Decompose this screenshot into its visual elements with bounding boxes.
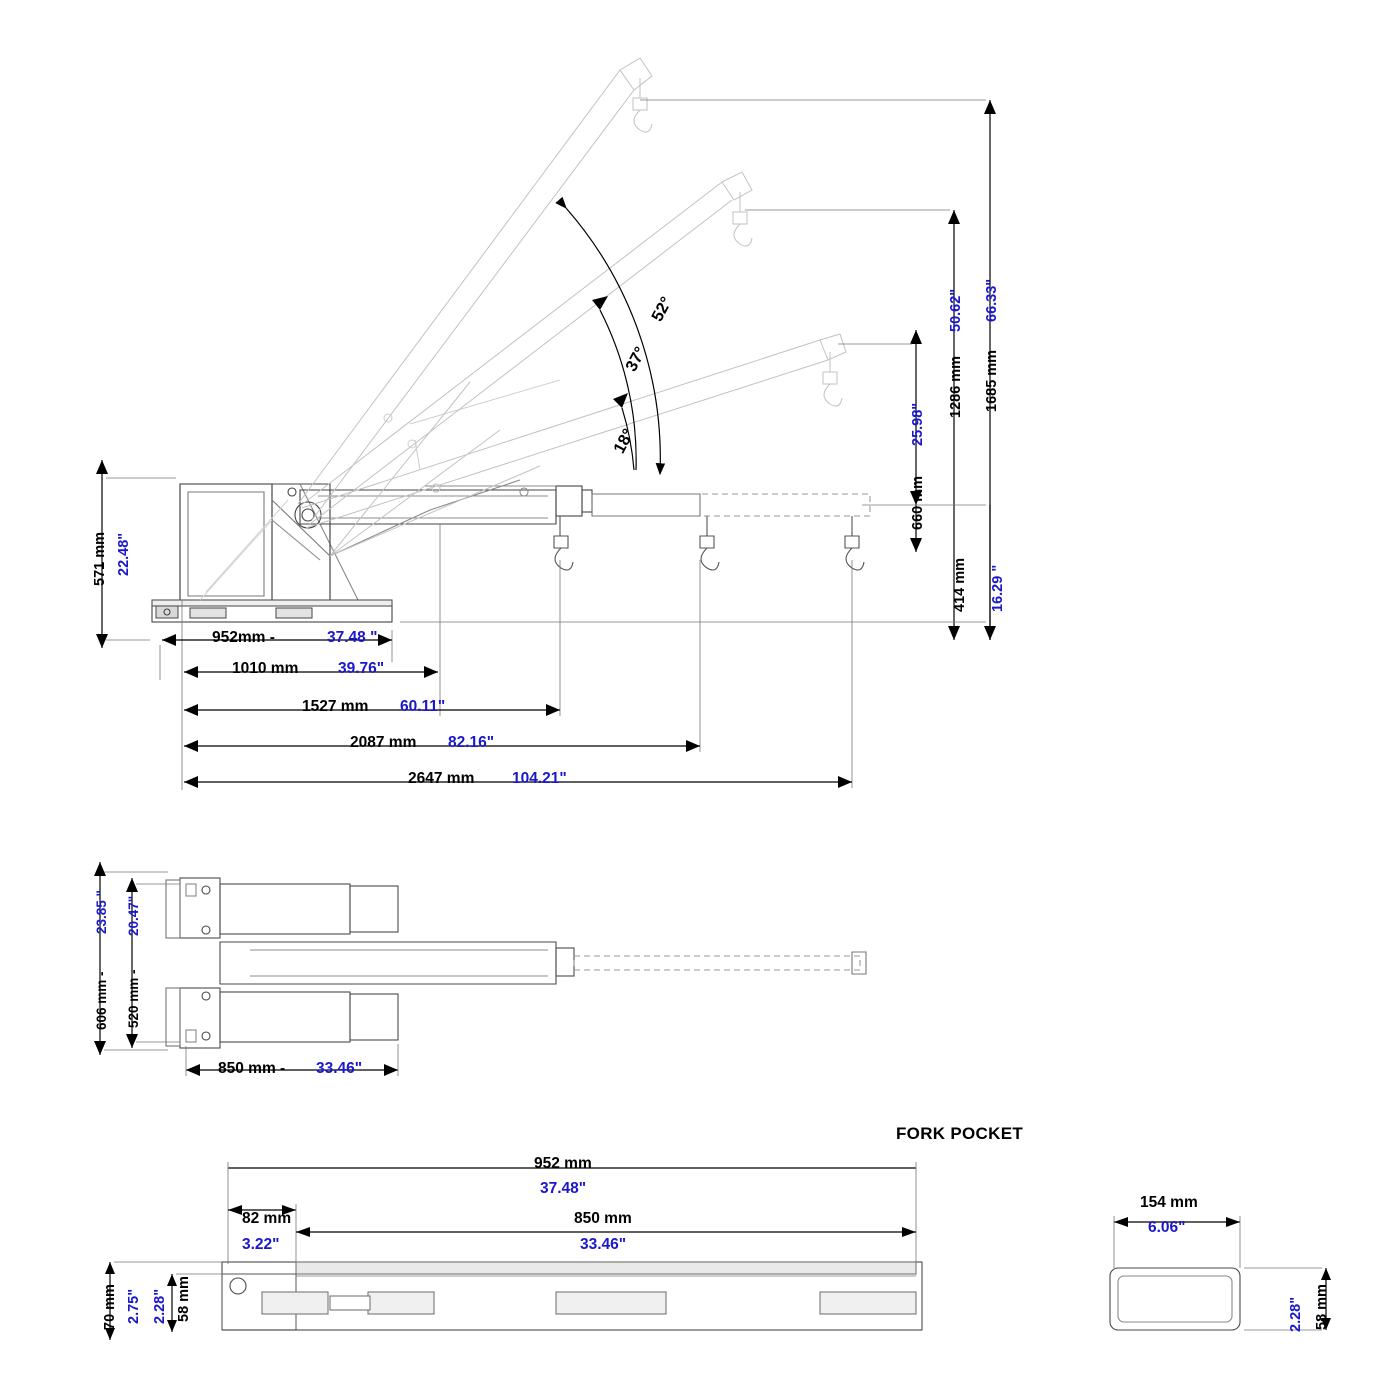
- dim-22-48in: 22.48": [116, 532, 132, 576]
- angle-label-37: 37°: [622, 344, 650, 375]
- dim-1286mm: 1286 mm: [948, 355, 964, 418]
- dim-33-46in-fp: 33.46": [580, 1236, 627, 1253]
- dim-37-48in: 37.48 ": [327, 629, 378, 646]
- dim-82mm: 82 mm: [242, 1210, 292, 1227]
- end-view: [1110, 1268, 1240, 1330]
- dim-23-85in: 23.85 ": [94, 890, 109, 934]
- dim-37-48in-fp: 37.48": [540, 1180, 587, 1197]
- dim-58mm-fp: 58 mm: [176, 1276, 192, 1322]
- dim-606mm: 606 mm -: [94, 971, 109, 1030]
- angle-label-18: 18°: [610, 426, 638, 457]
- dim-70mm: 70 mm: [102, 1284, 118, 1330]
- dim-2647mm: 2647 mm: [408, 770, 475, 787]
- dim-2087mm: 2087 mm: [350, 734, 417, 751]
- dim-104-21in: 104.21": [512, 770, 567, 787]
- dim-60-11in: 60.11": [400, 698, 446, 715]
- dim-414mm: 414 mm: [952, 557, 968, 612]
- dim-952mm-fp: 952 mm: [534, 1155, 592, 1172]
- dim-82-16in: 82.16": [448, 734, 495, 751]
- fork-pocket-title: FORK POCKET: [896, 1124, 1024, 1143]
- dim-50-62in: 50.62": [948, 288, 964, 332]
- dimension-lines-side: [96, 100, 996, 790]
- fork-pocket-view: [222, 1262, 922, 1330]
- dim-58mm-end: 58 mm: [1314, 1284, 1330, 1330]
- dim-2-28in-end: 2.28": [1288, 1296, 1304, 1332]
- dim-1685mm: 1685 mm: [984, 349, 1000, 412]
- dim-2-75in: 2.75": [126, 1288, 142, 1324]
- dim-2-28in-fp: 2.28": [152, 1288, 168, 1324]
- dim-952mm: 952mm -: [212, 629, 275, 646]
- ghost-positions: [200, 58, 846, 600]
- dim-66-33in: 66.33": [984, 278, 1000, 322]
- dim-1010mm: 1010 mm: [232, 660, 299, 677]
- dimension-lines-fork: [105, 1162, 916, 1340]
- dim-3-22in: 3.22": [242, 1236, 280, 1253]
- dim-850mm-fp: 850 mm: [574, 1210, 632, 1227]
- angle-arcs: [566, 208, 660, 474]
- dim-520mm: 520 mm -: [126, 969, 141, 1028]
- dim-571mm: 571 mm: [92, 531, 108, 586]
- dim-154mm: 154 mm: [1140, 1194, 1198, 1211]
- dim-6-06in: 6.06": [1148, 1219, 1186, 1236]
- dim-39-76in: 39.76": [338, 660, 385, 677]
- dim-660mm: 660 mm: [910, 475, 926, 530]
- top-view-machine: [166, 878, 866, 1048]
- dim-1527mm: 1527 mm: [302, 698, 369, 715]
- dim-20-47in: 20.47": [126, 895, 141, 936]
- dim-25-98in: 25.98": [910, 402, 926, 446]
- dim-16-29in: 16.29 ": [990, 564, 1006, 612]
- dim-33-46in-top: 33.46": [316, 1060, 363, 1077]
- side-view-machine: [152, 480, 870, 622]
- angle-label-52: 52°: [648, 294, 676, 325]
- dim-850mm-top: 850 mm -: [218, 1060, 286, 1077]
